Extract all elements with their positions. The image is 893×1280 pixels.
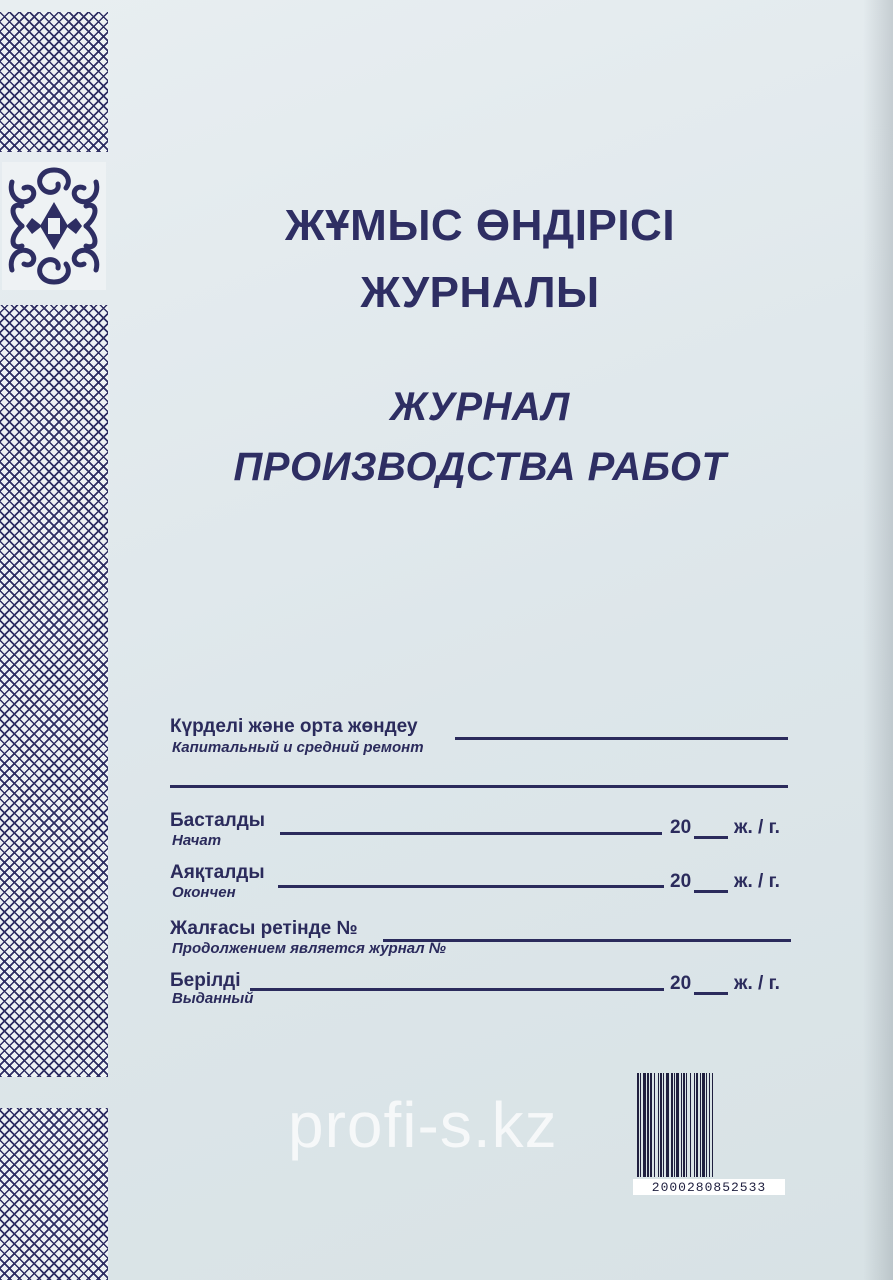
repair-fill-line-2 xyxy=(170,785,788,788)
started-year-line xyxy=(694,836,728,839)
repair-label-kz: Күрделі және орта жөндеу xyxy=(170,716,418,737)
repair-label-ru: Капитальный и средний ремонт xyxy=(172,739,424,756)
title-russian-line-2: ПРОИЗВОДСТВА РАБОТ xyxy=(233,445,727,489)
issued-year-prefix: 20 xyxy=(670,973,692,994)
title-kazakh-line-1: ЖҰМЫС ӨНДІРІСІ xyxy=(284,201,676,250)
ornament-strip-top xyxy=(0,12,108,152)
ornament-strip-bottom xyxy=(0,1108,108,1280)
finished-year-prefix: 20 xyxy=(670,871,692,892)
barcode xyxy=(633,1073,785,1199)
issued-year-suffix: ж. / г. xyxy=(734,973,780,994)
title-russian-line-1: ЖУРНАЛ xyxy=(390,385,570,429)
barcode-icon xyxy=(637,1073,783,1177)
finished-fill-line xyxy=(278,885,664,888)
title-kazakh-line-2: ЖУРНАЛЫ xyxy=(360,268,600,317)
continuation-label-ru: Продолжением является журнал № xyxy=(172,940,446,957)
issued-fill-line xyxy=(250,988,664,991)
page-edge-shadow xyxy=(863,0,893,1280)
issued-label-ru: Выданный xyxy=(172,990,254,1007)
issued-year-line xyxy=(694,992,728,995)
watermark: profi-s.kz xyxy=(288,1089,558,1161)
continuation-label-kz: Жалғасы ретінде № xyxy=(170,918,358,939)
kazakh-ornament-icon xyxy=(2,162,106,290)
started-fill-line xyxy=(280,832,662,835)
ornament-strip-middle xyxy=(0,305,108,1077)
barcode-gap xyxy=(713,1073,714,1177)
started-year-prefix: 20 xyxy=(670,817,692,838)
finished-label-ru: Окончен xyxy=(172,884,236,901)
repair-fill-line xyxy=(455,737,788,740)
started-label-kz: Басталды xyxy=(170,810,266,831)
issued-label-kz: Берілді xyxy=(170,970,241,991)
barcode-number: 2000280852533 xyxy=(633,1179,785,1195)
started-year-suffix: ж. / г. xyxy=(734,817,780,838)
finished-label-kz: Аяқталды xyxy=(170,862,265,883)
started-label-ru: Начат xyxy=(172,832,222,849)
finished-year-suffix: ж. / г. xyxy=(734,871,780,892)
finished-year-line xyxy=(694,890,728,893)
